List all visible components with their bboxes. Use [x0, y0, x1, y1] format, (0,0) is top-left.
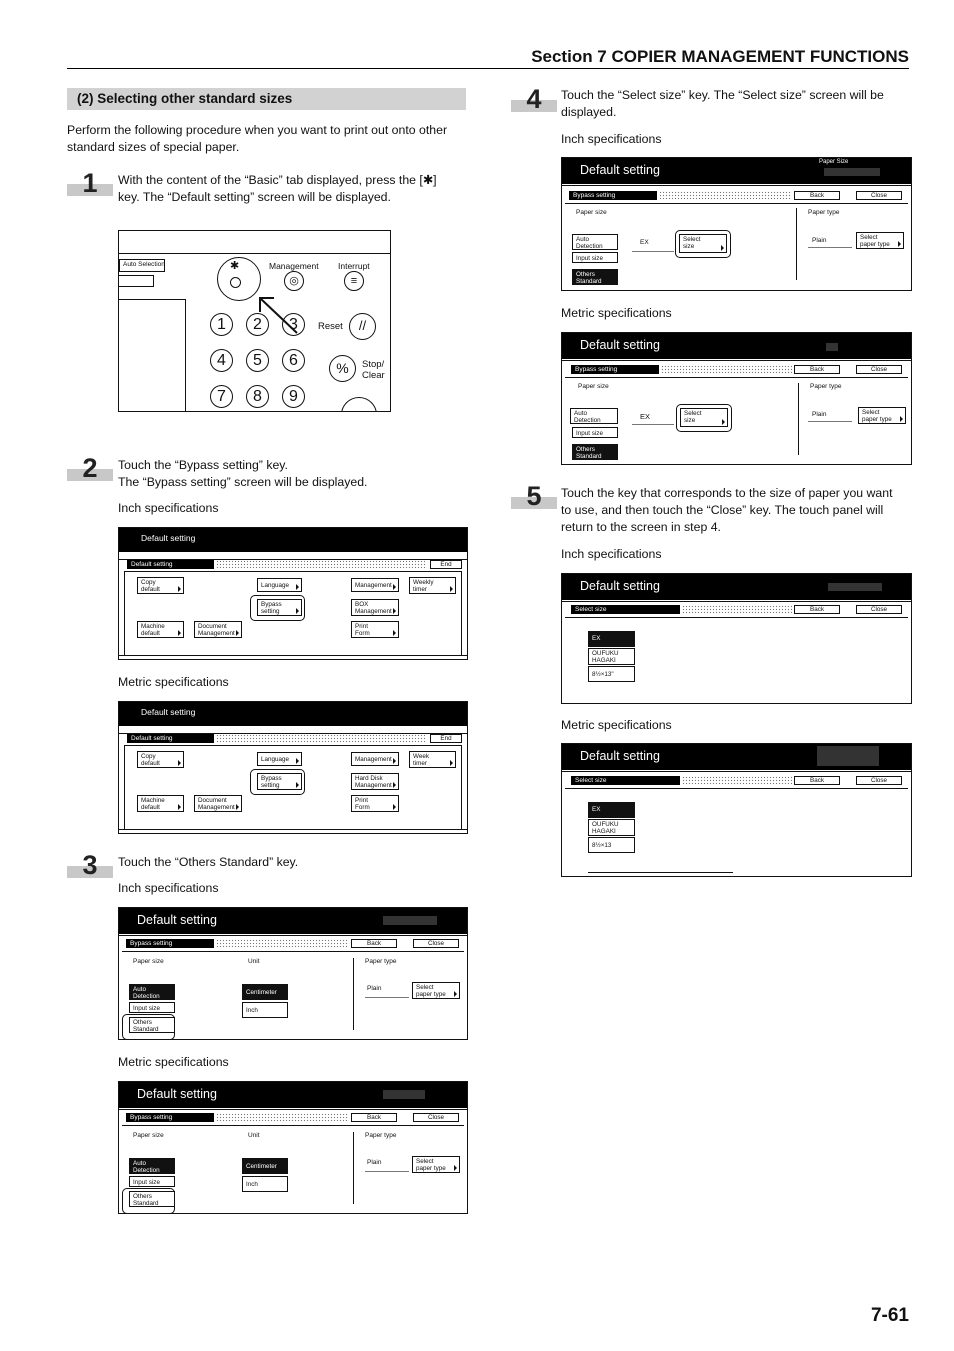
- step-5-inch-label: Inch specifications: [561, 547, 662, 561]
- clear-label: Clear: [362, 370, 385, 381]
- key-9[interactable]: 9: [282, 385, 305, 408]
- select-size-screen-inch: [561, 573, 912, 704]
- bypass-setting-screen-metric: [118, 1081, 468, 1214]
- lock-icon[interactable]: ◎: [284, 271, 304, 291]
- paper-type-label: Paper type: [808, 209, 840, 216]
- tab-select-size[interactable]: Select size: [571, 776, 680, 785]
- key-8[interactable]: 8: [246, 385, 269, 408]
- select-size-button[interactable]: Select size: [679, 234, 727, 253]
- current-size-label: EX: [640, 239, 649, 246]
- paper-size-indicator-label: Paper Size: [819, 159, 849, 165]
- back-button[interactable]: Back: [794, 191, 840, 200]
- management-button[interactable]: Management: [351, 578, 399, 592]
- clear-key[interactable]: %: [329, 355, 356, 382]
- close-button[interactable]: Close: [856, 365, 902, 374]
- tab-select-size[interactable]: Select size: [571, 605, 680, 614]
- week-timer-button[interactable]: Week timer: [409, 751, 456, 768]
- close-button[interactable]: Close: [856, 605, 902, 614]
- bypass-setting-screen-inch: [118, 907, 468, 1040]
- document-management-button[interactable]: Document Management: [194, 621, 242, 638]
- interrupt-key[interactable]: ≡: [344, 271, 364, 291]
- step-1-line1: With the content of the “Basic” tab displayed, press the [✱]: [118, 173, 437, 187]
- step-3-number: 3: [82, 850, 98, 880]
- machine-default-button[interactable]: Machine default: [137, 795, 184, 812]
- tab-bypass-setting[interactable]: Bypass setting: [571, 365, 659, 374]
- screen-title: Default setting: [562, 333, 911, 359]
- select-size-button[interactable]: Select size: [680, 408, 728, 427]
- step-3-inch-label: Inch specifications: [118, 881, 219, 895]
- key-2[interactable]: 2: [246, 313, 269, 336]
- paper-type-label: Paper type: [365, 958, 397, 965]
- paper-type-label: Paper type: [365, 1132, 397, 1139]
- stop-label: Stop/: [362, 359, 385, 370]
- step-2-number: 2: [82, 453, 98, 483]
- step-5-number: 5: [526, 481, 542, 511]
- oufuku-hagaki-button[interactable]: OUFUKU HAGAKI: [588, 819, 635, 836]
- copy-default-button[interactable]: Copy default: [137, 577, 184, 594]
- inch-button[interactable]: Inch: [242, 1002, 288, 1018]
- step-3-line1: Touch the “Others Standard” key.: [118, 855, 299, 869]
- plain-label: Plain: [367, 1159, 382, 1166]
- hard-disk-management-button[interactable]: Hard Disk Management: [351, 773, 399, 790]
- screen-title: Default setting: [562, 158, 911, 184]
- step-4-line2: displayed.: [561, 105, 617, 119]
- plain-label: Plain: [812, 411, 827, 418]
- key-5[interactable]: 5: [246, 349, 269, 372]
- plain-label: Plain: [367, 985, 382, 992]
- input-size-button[interactable]: Input size: [129, 1002, 175, 1013]
- step-5-line2: to use, and then touch the “Close” key. The touch panel will: [561, 503, 884, 517]
- start-key[interactable]: [341, 397, 377, 412]
- section-title: Section 7 COPIER MANAGEMENT FUNCTIONS: [531, 47, 909, 66]
- print-form-button[interactable]: Print Form: [351, 795, 399, 812]
- others-standard-button[interactable]: Others Standard: [129, 1017, 175, 1033]
- interrupt-label: Interrupt: [338, 261, 370, 271]
- paper-size-label: Paper size: [576, 209, 607, 216]
- step-1-number: 1: [82, 168, 98, 198]
- indicator-lamp: [230, 277, 241, 288]
- others-standard-button[interactable]: Others Standard: [572, 444, 618, 460]
- back-button[interactable]: Back: [794, 776, 840, 785]
- step-1-line2: key. The “Default setting” screen will be displayed.: [118, 190, 391, 204]
- key-6[interactable]: 6: [282, 349, 305, 372]
- tab-default-setting[interactable]: Default setting: [127, 734, 214, 743]
- oufuku-hagaki-button[interactable]: OUFUKU HAGAKI: [588, 648, 635, 665]
- size-8-5x13-button[interactable]: 8½×13": [588, 666, 635, 682]
- copy-default-button[interactable]: Copy default: [137, 751, 184, 768]
- document-management-button[interactable]: Document Management: [194, 795, 242, 812]
- auto-detection-button[interactable]: Auto Detection: [570, 408, 618, 424]
- select-paper-type-button[interactable]: Select paper type: [412, 982, 460, 999]
- tab-bypass-setting[interactable]: Bypass setting: [126, 939, 214, 948]
- auto-selection-key[interactable]: Auto Selection: [119, 259, 165, 272]
- step-2-line1: Touch the “Bypass setting” key.: [118, 458, 288, 472]
- step-4-number: 4: [526, 84, 542, 114]
- bypass-size-screen-inch: [561, 157, 912, 291]
- step-4-metric-label: Metric specifications: [561, 306, 672, 320]
- bypass-setting-button[interactable]: Bypass setting: [257, 773, 302, 790]
- paper-size-label: Paper size: [578, 383, 609, 390]
- ex-size-button[interactable]: EX: [588, 631, 635, 647]
- others-standard-button[interactable]: Others Standard: [572, 269, 618, 285]
- paper-size-label: Paper size: [133, 958, 164, 965]
- auto-detection-button[interactable]: Auto Detection: [129, 1158, 175, 1174]
- reset-key[interactable]: //: [349, 313, 376, 340]
- current-size-label: EX: [640, 412, 651, 421]
- size-8-5x13-button[interactable]: 8½×13: [588, 837, 635, 853]
- step-5-metric-label: Metric specifications: [561, 718, 672, 732]
- back-button[interactable]: Back: [794, 365, 840, 374]
- input-size-button[interactable]: Input size: [572, 252, 618, 263]
- step-5-line1: Touch the key that corresponds to the size of paper you want: [561, 486, 893, 500]
- key-1[interactable]: 1: [210, 313, 233, 336]
- language-button[interactable]: Language: [257, 578, 302, 592]
- step-4-inch-label: Inch specifications: [561, 132, 662, 146]
- close-button[interactable]: Close: [413, 939, 459, 948]
- intro-text: Perform the following procedure when you want to print out onto other standard sizes of special paper.: [67, 123, 448, 154]
- page-number: 7-61: [870, 1305, 909, 1326]
- select-paper-type-button[interactable]: Select paper type: [858, 407, 906, 424]
- default-setting-screen-inch: [118, 527, 468, 660]
- subheading: (2) Selecting other standard sizes: [67, 88, 466, 110]
- print-form-button[interactable]: Print Form: [351, 621, 399, 638]
- centimeter-button[interactable]: Centimeter: [242, 1158, 288, 1174]
- plain-label: Plain: [812, 237, 827, 244]
- auto-detection-button[interactable]: Auto Detection: [572, 234, 618, 250]
- language-button[interactable]: Language: [257, 752, 302, 766]
- screen-title: Default setting: [119, 1082, 467, 1108]
- select-paper-type-button[interactable]: Select paper type: [412, 1156, 460, 1173]
- tab-bypass-setting[interactable]: Bypass setting: [126, 1113, 214, 1122]
- centimeter-button[interactable]: Centimeter: [242, 984, 288, 1000]
- back-button[interactable]: Back: [351, 1113, 397, 1122]
- screen-title: Default setting: [119, 908, 467, 934]
- others-standard-button[interactable]: Others Standard: [129, 1191, 175, 1207]
- step-2-inch-label: Inch specifications: [118, 501, 219, 515]
- key-3[interactable]: 3: [282, 313, 305, 336]
- reset-label: Reset: [318, 321, 343, 332]
- step-4-line1: Touch the “Select size” key. The “Select size” screen will be: [561, 88, 884, 102]
- input-size-button[interactable]: Input size: [572, 427, 618, 438]
- key-4[interactable]: 4: [210, 349, 233, 372]
- box-management-button[interactable]: BOX Management: [351, 599, 399, 616]
- default-setting-screen-metric: [118, 701, 468, 834]
- key-7[interactable]: 7: [210, 385, 233, 408]
- close-button[interactable]: Close: [856, 191, 902, 200]
- back-button[interactable]: Back: [794, 605, 840, 614]
- screen-title: Default setting: [119, 702, 467, 726]
- input-size-button[interactable]: Input size: [129, 1176, 175, 1187]
- tab-default-setting[interactable]: Default setting: [127, 560, 214, 569]
- paper-size-label: Paper size: [133, 1132, 164, 1139]
- select-paper-type-button[interactable]: Select paper type: [856, 232, 904, 249]
- management-button[interactable]: Management: [351, 752, 399, 766]
- operation-panel-illustration: [118, 230, 391, 412]
- default-setting-key[interactable]: ✱: [230, 260, 240, 272]
- screen-title: Default setting: [562, 574, 911, 600]
- step-2-metric-label: Metric specifications: [118, 675, 229, 689]
- unit-label: Unit: [248, 1132, 260, 1139]
- weekly-timer-button[interactable]: Weekly timer: [409, 577, 456, 594]
- step-3-metric-label: Metric specifications: [118, 1055, 229, 1069]
- end-button[interactable]: End: [430, 734, 462, 743]
- screen-title: Default setting: [562, 744, 911, 770]
- bypass-size-screen-metric: [561, 332, 912, 465]
- close-button[interactable]: Close: [856, 776, 902, 785]
- tab-bypass-setting[interactable]: Bypass setting: [569, 191, 657, 200]
- auto-detection-button[interactable]: Auto Detection: [129, 984, 175, 1000]
- header-rule: [67, 68, 909, 69]
- bypass-setting-button[interactable]: Bypass setting: [257, 599, 302, 616]
- machine-default-button[interactable]: Machine default: [137, 621, 184, 638]
- ex-size-button[interactable]: EX: [588, 802, 635, 818]
- unit-label: Unit: [248, 958, 260, 965]
- select-size-screen-metric: [561, 743, 912, 877]
- management-label: Management: [269, 261, 319, 271]
- screen-title: Default setting: [119, 528, 467, 552]
- paper-type-label: Paper type: [810, 383, 842, 390]
- step-2-line2: The “Bypass setting” screen will be displayed.: [118, 475, 368, 489]
- end-button[interactable]: End: [430, 560, 462, 569]
- inch-button[interactable]: Inch: [242, 1176, 288, 1192]
- close-button[interactable]: Close: [413, 1113, 459, 1122]
- back-button[interactable]: Back: [351, 939, 397, 948]
- step-5-line3: return to the screen in step 4.: [561, 520, 721, 534]
